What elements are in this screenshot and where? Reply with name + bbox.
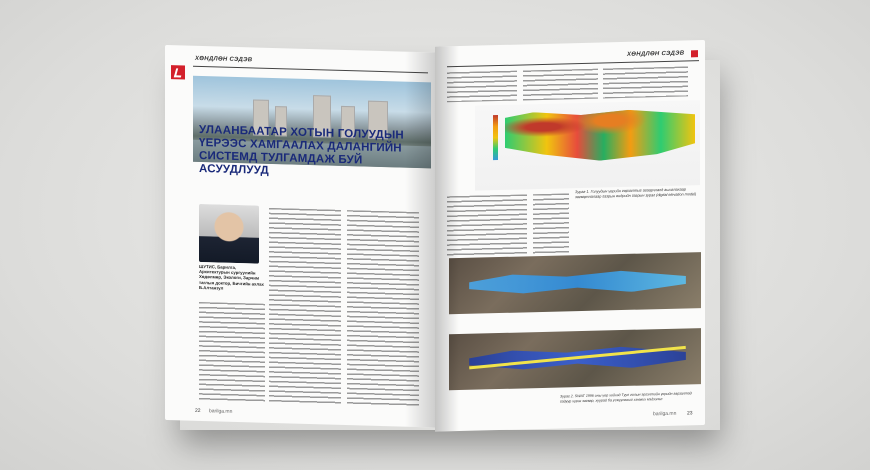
section-label: ХӨНДЛӨН СЭДЭВ [627, 50, 685, 58]
left-page [165, 45, 435, 428]
gutter-shadow [435, 46, 459, 432]
elevation-model-figure [475, 100, 700, 190]
body-text-column-1 [199, 302, 265, 404]
red-square-icon [691, 50, 698, 57]
site-footer: barilga.mn [653, 410, 677, 418]
magazine-logo-icon [171, 65, 185, 79]
satellite-flood-map-2 [449, 328, 701, 390]
satellite-flood-map-1 [449, 252, 701, 314]
page-number: 23 [687, 410, 693, 417]
site-footer: barilga.mn [209, 408, 233, 415]
section-label: ХӨНДЛӨН СЭДЭВ [195, 55, 253, 64]
body-text-column-2 [269, 208, 341, 406]
elevation-color-scale [493, 115, 498, 160]
gutter-shadow [405, 52, 435, 428]
figure-2-caption: Зураг 2. SWAT 1996 оны үер хийхэд Туул голын эргэлтийн үерийн гарзалтад гадуур хүрэх загвар, хуурай ба усжуулахыг хэмжих мэдээлэл [560, 391, 692, 404]
body-text-top-2 [523, 69, 598, 101]
author-caption: ШУТИС, Барилга, Архитектурын сургуулийн Хөдөлмөр, Экологи, Зарчим таглын доктор, Бичгийн ахлах Б.Алтанзул [199, 263, 264, 291]
body-text-mid-1 [447, 194, 527, 256]
article-title: УЛААНБААТАР ХОТЫН ГОЛУУДЫН ҮЕРЭЭС ХАМГААЛАХ ДАЛАНГИЙН СИСТЕМД ТУЛГАМДАЖ БУЙ АСУУДЛУУД [199, 123, 404, 177]
header-rule [193, 66, 428, 74]
page-number: 22 [195, 407, 201, 414]
elevation-map [505, 108, 695, 163]
body-text-top-3 [603, 66, 688, 98]
body-text-mid-2 [533, 193, 569, 254]
flood-extent [469, 268, 686, 296]
right-page [435, 40, 705, 432]
author-portrait [199, 204, 259, 264]
figure-1-caption: Зураг 1. Голуудын үерийн гарзалтыг агаарчлалд ашиглахаар загварчлалаар газрын өндрийн газрын зураг (digital elevation model) [575, 187, 697, 200]
